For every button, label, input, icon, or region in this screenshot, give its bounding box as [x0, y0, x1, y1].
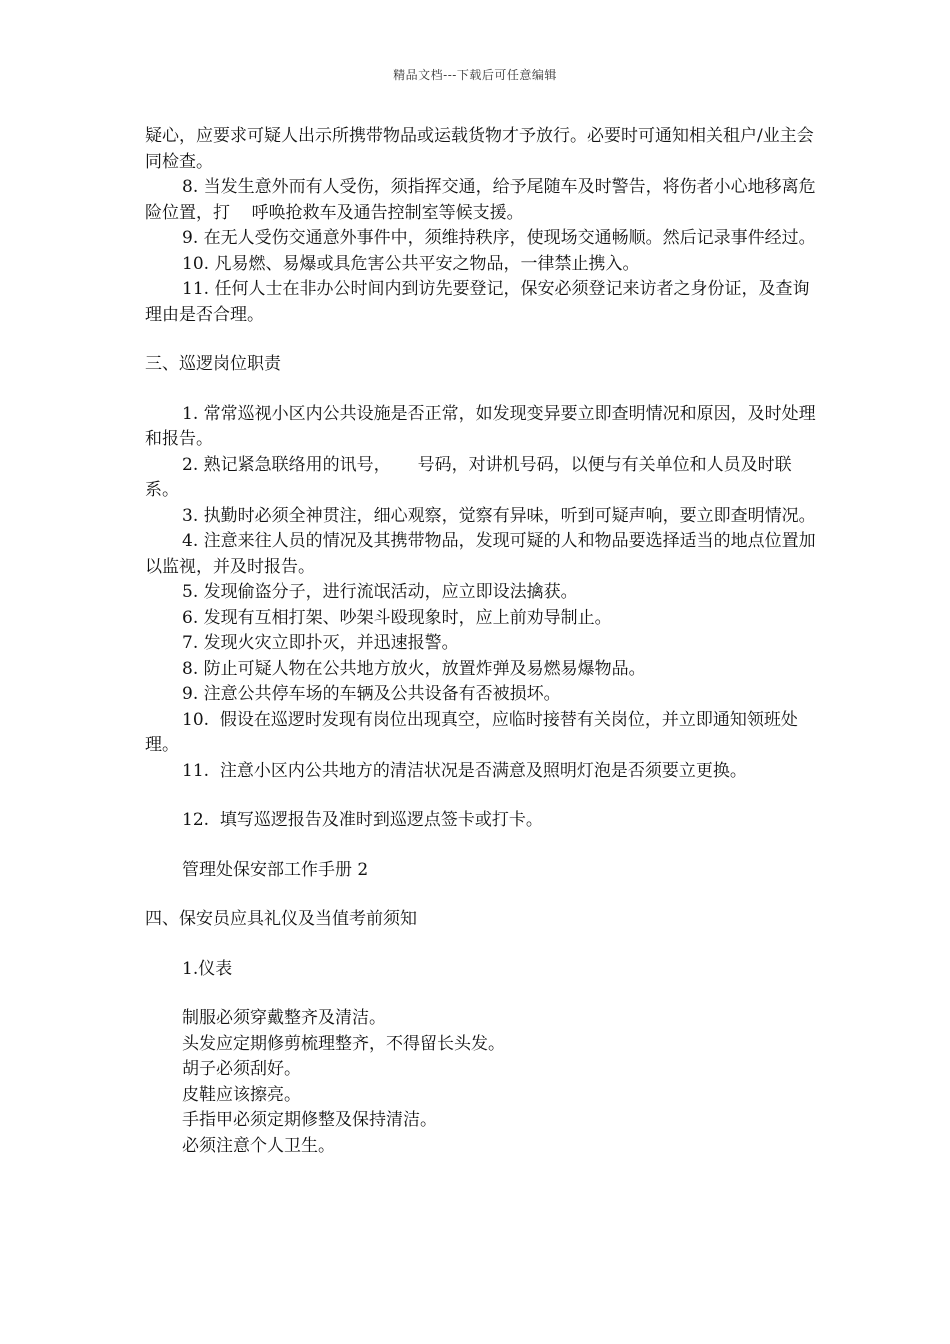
paragraph-gap [145, 378, 817, 402]
paragraph: 11. 注意小区内公共地方的清洁状况是否满意及照明灯泡是否须要立更换。 [182, 760, 747, 781]
paragraph-gap [145, 982, 817, 1006]
paragraph: 疑心，应要求可疑人出示所携带物品或运载货物才予放行。必要时可通知相关租户/业主会同检查。 [145, 126, 814, 172]
list-item: 头发应定期修剪梳理整齐，不得留长头发。 [182, 1033, 505, 1054]
paragraph-gap [145, 328, 817, 352]
list-item: 皮鞋应该擦亮。 [182, 1084, 301, 1105]
paragraph: 9. 在无人受伤交通意外事件中，须维持秩序，使现场交通畅顺。然后记录事件经过。 [182, 228, 816, 248]
paragraph: 三、巡逻岗位职责 [145, 354, 281, 374]
list-item: 手指甲必须定期修整及保持清洁。 [182, 1110, 437, 1130]
document-body [145, 124, 817, 1159]
paragraph: 管理处保安部工作手册 2 [182, 859, 369, 880]
list-item: 必须注意个人卫生。 [182, 1135, 335, 1156]
list-item: 胡子必须刮好。 [182, 1059, 301, 1079]
paragraph: 10. 凡易燃、易爆或具危害公共平安之物品，一律禁止携入。 [182, 253, 640, 274]
paragraph-gap [145, 883, 817, 907]
paragraph: 8. 当发生意外而有人受伤，须指挥交通，给予尾随车及时警告，将伤者小心地移离危险位置，打 呼唤抢救车及通告控制室等候支援。 [145, 177, 816, 223]
paragraph-gap [145, 933, 817, 957]
paragraph: 12. 填写巡逻报告及准时到巡逻点签卡或打卡。 [182, 810, 543, 830]
paragraph: 1.仪表 [182, 958, 233, 979]
paragraph: 11. 任何人士在非办公时间内到访先要登记，保安必须登记来访者之身份证，及查询理由是否合理。 [145, 279, 810, 325]
list-item: 制服必须穿戴整齐及清洁。 [182, 1008, 386, 1028]
paragraph: 9. 注意公共停车场的车辆及公共设备有否被损坏。 [182, 684, 561, 704]
paragraph: 7. 发现火灾立即扑灭，并迅速报警。 [182, 633, 459, 653]
paragraph-gap [145, 834, 817, 858]
paragraph: 3. 执勤时必须全神贯注，细心观察，觉察有异味，听到可疑声响，要立即查明情况。 [182, 505, 816, 526]
paragraph: 4. 注意来往人员的情况及其携带物品，发现可疑的人和物品要选择适当的地点位置加以监视，并及时报告。 [145, 531, 816, 577]
paragraph: 6. 发现有互相打架、吵架斗殴现象时，应上前劝导制止。 [182, 607, 612, 628]
paragraph: 四、保安员应具礼仪及当值考前须知 [145, 909, 417, 929]
paragraph: 1. 常常巡视小区内公共设施是否正常，如发现变异要立即查明情况和原因，及时处理和报告。 [145, 403, 816, 449]
paragraph: 10. 假设在巡逻时发现有岗位出现真空，应临时接替有关岗位，并立即通知领班处理。 [145, 709, 798, 755]
paragraph: 8. 防止可疑人物在公共地方放火，放置炸弹及易燃易爆物品。 [182, 658, 646, 679]
paragraph-gap [145, 784, 817, 808]
paragraph: 5. 发现偷盗分子，进行流氓活动，应立即设法擒获。 [182, 582, 578, 602]
page-header: 精品文档---下载后可任意编辑 [393, 68, 557, 82]
paragraph: 2. 熟记紧急联络用的讯号， 号码，对讲机号码，以便与有关单位和人员及时联系。 [145, 454, 792, 500]
